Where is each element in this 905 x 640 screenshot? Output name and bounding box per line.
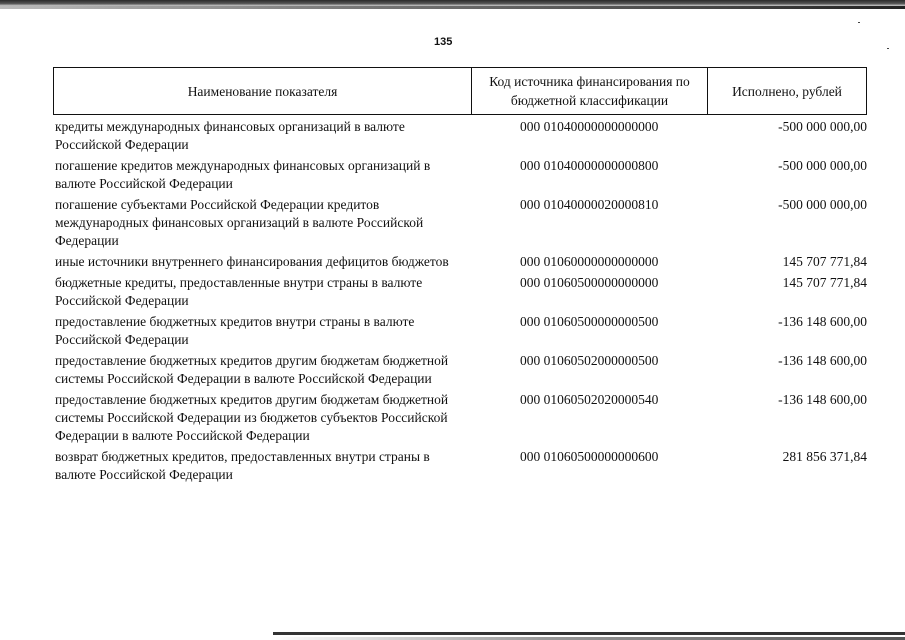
page-number: 135 — [434, 36, 453, 48]
table-row — [55, 352, 867, 388]
row-code: 000 01040000000000800 — [520, 158, 659, 173]
scan-top-shadow — [0, 6, 905, 9]
table-row — [55, 196, 867, 250]
row-code: 000 01060000000000000 — [520, 254, 659, 269]
row-code-cell — [469, 352, 722, 388]
table-row — [55, 274, 867, 310]
table-row — [55, 157, 867, 193]
row-code: 000 01060500000000600 — [520, 449, 659, 464]
row-name: иные источники внутреннего финансирования дефицитов бюджетов — [55, 254, 449, 269]
table-row — [55, 313, 867, 349]
row-code: 000 01040000020000810 — [520, 197, 659, 212]
table-header — [53, 67, 867, 115]
row-name: погашение субъектами Российской Федерации кредитов международных финансовых организаций в валюте Российской Федерации — [55, 197, 424, 248]
header-name: Наименование показателя — [54, 68, 472, 114]
row-amount: -500 000 000,00 — [778, 119, 867, 134]
row-name: предоставление бюджетных кредитов внутри страны в валюте Российской Федерации — [55, 314, 415, 347]
header-executed: Исполнено, рублей — [732, 83, 842, 99]
scan-speck — [887, 48, 889, 49]
row-amount: -136 148 600,00 — [778, 392, 867, 407]
row-name: предоставление бюджетных кредитов другим бюджетам бюджетной системы Российской Федерации в валюте Российской Федерации — [55, 353, 449, 386]
row-name: кредиты международных финансовых организаций в валюте Российской Федерации — [55, 119, 405, 152]
row-code-cell — [469, 253, 722, 271]
row-name: возврат бюджетных кредитов, предоставленных внутри страны в валюте Российской Федерации — [55, 449, 430, 482]
scan-speck — [858, 22, 860, 23]
table-row — [55, 391, 867, 445]
row-amount: 281 856 371,84 — [782, 449, 867, 464]
row-code-cell — [469, 391, 722, 445]
row-code: 000 01060502000000500 — [520, 353, 659, 368]
row-code: 000 01060500000000500 — [520, 314, 659, 329]
row-name: погашение кредитов международных финансовых организаций в валюте Российской Федерации — [55, 158, 431, 191]
row-code-cell — [469, 157, 722, 193]
row-amount: -500 000 000,00 — [778, 158, 867, 173]
row-amount: -136 148 600,00 — [778, 314, 867, 329]
row-code-cell — [469, 274, 722, 310]
row-code: 000 01060502020000540 — [520, 392, 659, 407]
row-amount: -500 000 000,00 — [778, 197, 867, 212]
row-code: 000 01040000000000000 — [520, 119, 659, 134]
table-row — [55, 118, 867, 154]
row-amount: 145 707 771,84 — [782, 275, 867, 290]
row-code-cell — [469, 196, 722, 250]
row-code-cell — [469, 118, 722, 154]
table-body — [55, 118, 867, 487]
row-code: 000 01060500000000000 — [520, 275, 659, 290]
header-code: Код источника финансирования по бюджетной классификации — [472, 68, 708, 114]
table-row — [55, 253, 867, 271]
row-code-cell — [469, 448, 722, 484]
row-code-cell — [469, 313, 722, 349]
row-name: предоставление бюджетных кредитов другим бюджетам бюджетной системы Российской Федерации из бюджетов субъектов Российской Федерации в валюте Российской Федерации — [55, 392, 449, 443]
table-row — [55, 448, 867, 484]
row-name: бюджетные кредиты, предоставленные внутри страны в валюте Российской Федерации — [55, 275, 423, 308]
row-amount: -136 148 600,00 — [778, 353, 867, 368]
row-amount: 145 707 771,84 — [782, 254, 867, 269]
scan-bottom-rule — [273, 632, 905, 635]
